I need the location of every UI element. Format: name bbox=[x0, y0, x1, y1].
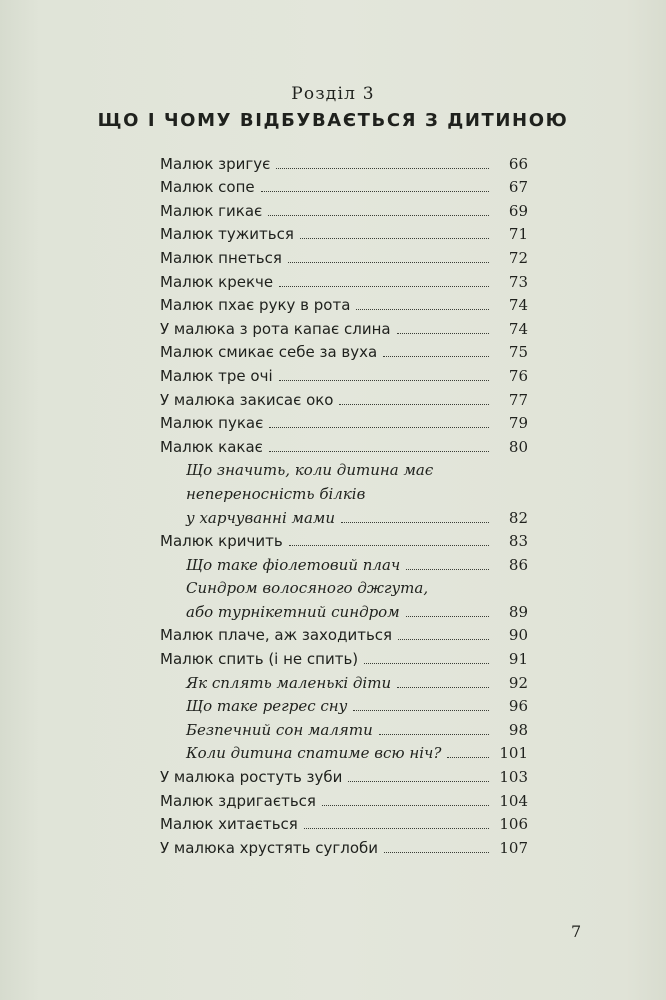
dot-leader bbox=[384, 852, 489, 853]
dot-leader bbox=[406, 616, 489, 617]
toc-entry-page: 74 bbox=[508, 296, 528, 315]
toc-entry bbox=[160, 786, 528, 810]
toc-entry-title: Малюк какає bbox=[160, 437, 263, 456]
toc-entry-page: 79 bbox=[508, 414, 528, 433]
toc-entry-title: Безпечний сон маляти bbox=[186, 720, 373, 739]
toc-entry-page: 89 bbox=[508, 602, 528, 621]
toc-entry-title: Малюк спить (і не спить) bbox=[160, 650, 359, 669]
toc-entry bbox=[160, 810, 528, 834]
toc-entry-page: 74 bbox=[508, 319, 528, 338]
toc-entry-page: 75 bbox=[508, 343, 528, 362]
toc-entry-page: 96 bbox=[508, 697, 528, 716]
toc-entry-title: У малюка хрустять суглоби bbox=[160, 838, 379, 857]
toc-entry bbox=[160, 196, 528, 220]
toc-entry-title: Малюк пхає руку в рота bbox=[160, 296, 351, 315]
toc-entry-title: Малюк хитається bbox=[160, 815, 298, 834]
toc-entry-title: Малюк крекче bbox=[160, 272, 274, 291]
toc-entry-title: Синдром волосяного джгута, bbox=[186, 579, 429, 598]
dot-leader bbox=[276, 168, 489, 169]
toc-entry-title: Що значить, коли дитина має bbox=[186, 461, 434, 480]
dot-leader bbox=[379, 734, 489, 735]
toc-entry-page: 101 bbox=[499, 744, 528, 763]
toc-entry bbox=[160, 597, 528, 621]
toc-entry-page: 66 bbox=[508, 154, 528, 173]
toc-entry bbox=[160, 715, 528, 739]
toc-entry-page: 72 bbox=[508, 248, 528, 267]
toc-entry bbox=[160, 668, 528, 692]
toc-entry-title: Як сплять маленькі діти bbox=[186, 673, 392, 692]
toc-entry-page: 103 bbox=[499, 768, 528, 787]
dot-leader bbox=[279, 380, 489, 381]
toc-entry-title: у харчуванні мами bbox=[186, 508, 335, 527]
dot-leader bbox=[261, 191, 489, 192]
toc-entry bbox=[160, 291, 528, 315]
toc-entry-title: Що таке фіолетовий плач bbox=[186, 555, 401, 574]
toc-entry-page: 106 bbox=[499, 815, 528, 834]
toc-entry bbox=[160, 385, 528, 409]
toc-entry bbox=[160, 361, 528, 385]
toc-entry bbox=[160, 644, 528, 668]
dot-leader bbox=[289, 545, 489, 546]
toc-entry-page: 107 bbox=[499, 838, 528, 857]
toc-entry-page: 69 bbox=[508, 201, 528, 220]
dot-leader bbox=[322, 805, 489, 806]
dot-leader bbox=[447, 757, 489, 758]
toc-entry-title: У малюка закисає око bbox=[160, 390, 334, 409]
toc-entry-title: Малюк тре очі bbox=[160, 366, 273, 385]
toc-entry-title: У малюка ростуть зуби bbox=[160, 768, 343, 787]
dot-leader bbox=[398, 639, 489, 640]
toc-entry bbox=[160, 314, 528, 338]
toc-entry-page: 73 bbox=[508, 272, 528, 291]
toc-entry bbox=[160, 409, 528, 433]
toc-entry bbox=[160, 692, 528, 716]
dot-leader bbox=[356, 309, 489, 310]
page-number: 7 bbox=[571, 922, 582, 941]
toc-entry bbox=[160, 338, 528, 362]
toc-entry-title: Малюк сопе bbox=[160, 178, 255, 197]
toc-entry-title: Малюк кричить bbox=[160, 532, 283, 551]
dot-leader bbox=[339, 404, 489, 405]
toc-entry-title: Малюк пукає bbox=[160, 414, 264, 433]
toc-entry-page: 92 bbox=[508, 673, 528, 692]
toc-entry-page: 82 bbox=[508, 508, 528, 527]
dot-leader bbox=[341, 522, 489, 523]
table-of-contents bbox=[160, 149, 528, 857]
toc-entry bbox=[160, 527, 528, 551]
toc-entry-page: 86 bbox=[508, 555, 528, 574]
dot-leader bbox=[406, 569, 489, 570]
toc-entry bbox=[160, 267, 528, 291]
dot-leader bbox=[288, 262, 489, 263]
toc-entry bbox=[160, 621, 528, 645]
toc-entry bbox=[160, 762, 528, 786]
toc-entry bbox=[160, 550, 528, 574]
toc-entry-page: 98 bbox=[508, 720, 528, 739]
toc-entry-page: 91 bbox=[508, 650, 528, 669]
toc-entry bbox=[160, 456, 528, 480]
toc-entry bbox=[160, 432, 528, 456]
toc-entry-title: Малюк смикає себе за вуха bbox=[160, 343, 378, 362]
dot-leader bbox=[304, 828, 489, 829]
toc-entry-page: 67 bbox=[508, 178, 528, 197]
toc-entry-title: Малюк зригує bbox=[160, 154, 271, 173]
toc-entry-title: Малюк пнеться bbox=[160, 248, 282, 267]
toc-entry-page: 80 bbox=[508, 437, 528, 456]
dot-leader bbox=[364, 663, 489, 664]
toc-entry-title: непереносність білків bbox=[186, 484, 366, 503]
toc-entry-title: Малюк гикає bbox=[160, 201, 263, 220]
toc-entry-title: У малюка з рота капає слина bbox=[160, 319, 391, 338]
dot-leader bbox=[397, 333, 489, 334]
dot-leader bbox=[353, 710, 489, 711]
toc-entry-page: 77 bbox=[508, 390, 528, 409]
dot-leader bbox=[269, 427, 489, 428]
toc-entry bbox=[160, 173, 528, 197]
toc-entry-title: Малюк здригається bbox=[160, 791, 316, 810]
toc-entry-page: 76 bbox=[508, 366, 528, 385]
dot-leader bbox=[383, 356, 489, 357]
toc-entry-title: Малюк тужиться bbox=[160, 225, 294, 244]
toc-entry bbox=[160, 220, 528, 244]
toc-entry bbox=[160, 833, 528, 857]
dot-leader bbox=[269, 451, 489, 452]
toc-entry-page: 90 bbox=[508, 626, 528, 645]
chapter-label: Розділ 3 bbox=[291, 84, 375, 104]
chapter-title: ЩО І ЧОМУ ВІДБУВАЄТЬСЯ З ДИТИНОЮ bbox=[97, 110, 569, 131]
toc-entry bbox=[160, 739, 528, 763]
toc-entry-title: Коли дитина спатиме всю ніч? bbox=[186, 744, 442, 763]
toc-entry bbox=[160, 503, 528, 527]
toc-entry-page: 104 bbox=[499, 791, 528, 810]
dot-leader bbox=[397, 687, 489, 688]
dot-leader bbox=[279, 286, 489, 287]
dot-leader bbox=[268, 215, 489, 216]
toc-entry bbox=[160, 479, 528, 503]
toc-entry-page: 83 bbox=[508, 532, 528, 551]
toc-entry-title: або турнікетний синдром bbox=[186, 602, 400, 621]
toc-entry bbox=[160, 149, 528, 173]
dot-leader bbox=[348, 781, 489, 782]
toc-entry-title: Що таке регрес сну bbox=[186, 697, 348, 716]
toc-entry bbox=[160, 574, 528, 598]
toc-entry-page: 71 bbox=[508, 225, 528, 244]
toc-entry-title: Малюк плаче, аж заходиться bbox=[160, 626, 393, 645]
toc-entry bbox=[160, 243, 528, 267]
dot-leader bbox=[300, 238, 489, 239]
